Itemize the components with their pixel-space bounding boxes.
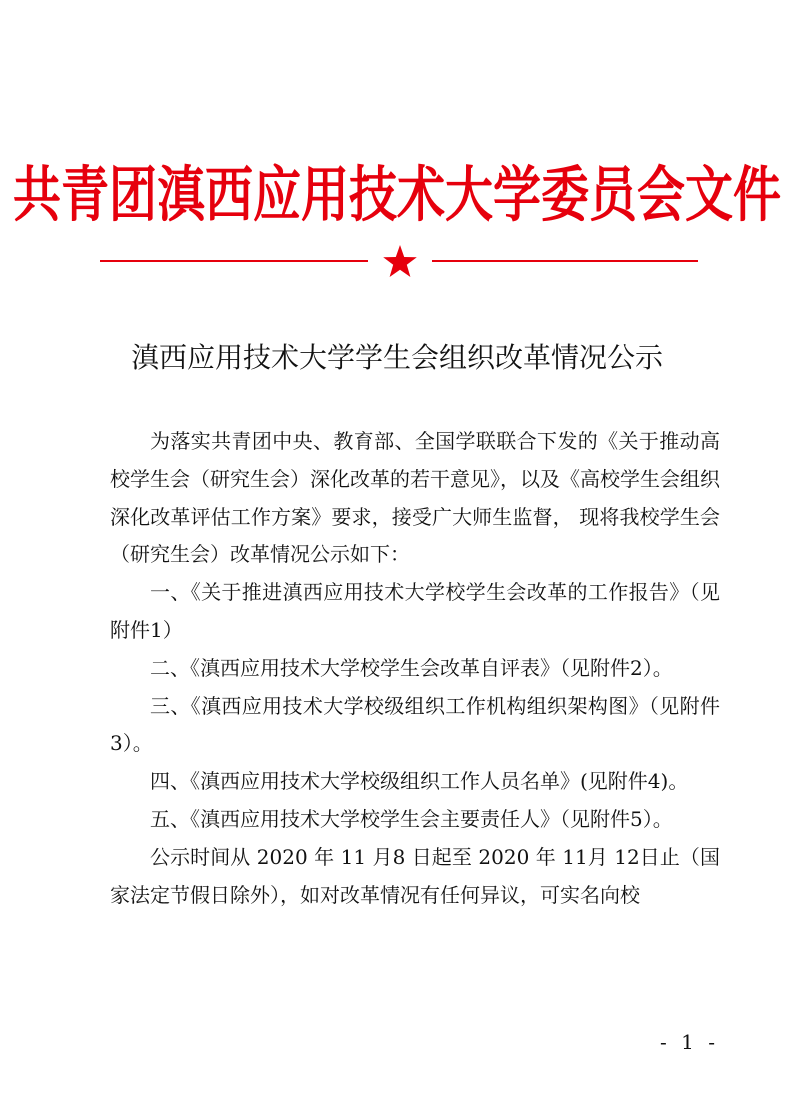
item-paragraph-3: 三、《滇西应用技术大学校级组织工作机构组织架构图》（见附件3）。 [110, 693, 720, 756]
red-divider [100, 244, 698, 280]
intro-paragraph: 为落实共青团中央、教育部、全国学联联合下发的《关于推动高校学生会（研究生会）深化改革的若干意见》，以及《高校学生会组织深化改革评估工作方案》要求，接受广大师生监督， 现将我校学生会（研究生会）改革情况公示如下： [110, 429, 720, 567]
notice-period-paragraph: 公示时间从 2020 年 11 月8 日起至 2020 年 11月 12日止（国家法定节假日除外），如对改革情况有任何异议，可实名向校 [110, 844, 720, 907]
page-number: - 1 - [660, 1030, 719, 1054]
item-paragraph-1: 一、《关于推进滇西应用技术大学校学生会改革的工作报告》（见附件1） [110, 580, 720, 642]
star-icon [382, 244, 418, 280]
document-body [110, 423, 720, 914]
document-title: 滇西应用技术大学学生会组织改革情况公示 [130, 341, 663, 374]
item-paragraph-4: 四、《滇西应用技术大学校级组织工作人员名单》(见附件4)。 [150, 769, 689, 794]
item-paragraph-2: 二、《滇西应用技术大学校学生会改革自评表》（见附件2）。 [150, 655, 673, 680]
divider-line-left [100, 260, 368, 262]
issuer-masthead: 共青团滇西应用技术大学委员会文件 [12, 160, 781, 231]
divider-line-right [432, 260, 698, 262]
item-paragraph-5: 五、《滇西应用技术大学校学生会主要责任人》（见附件5）。 [150, 806, 673, 831]
